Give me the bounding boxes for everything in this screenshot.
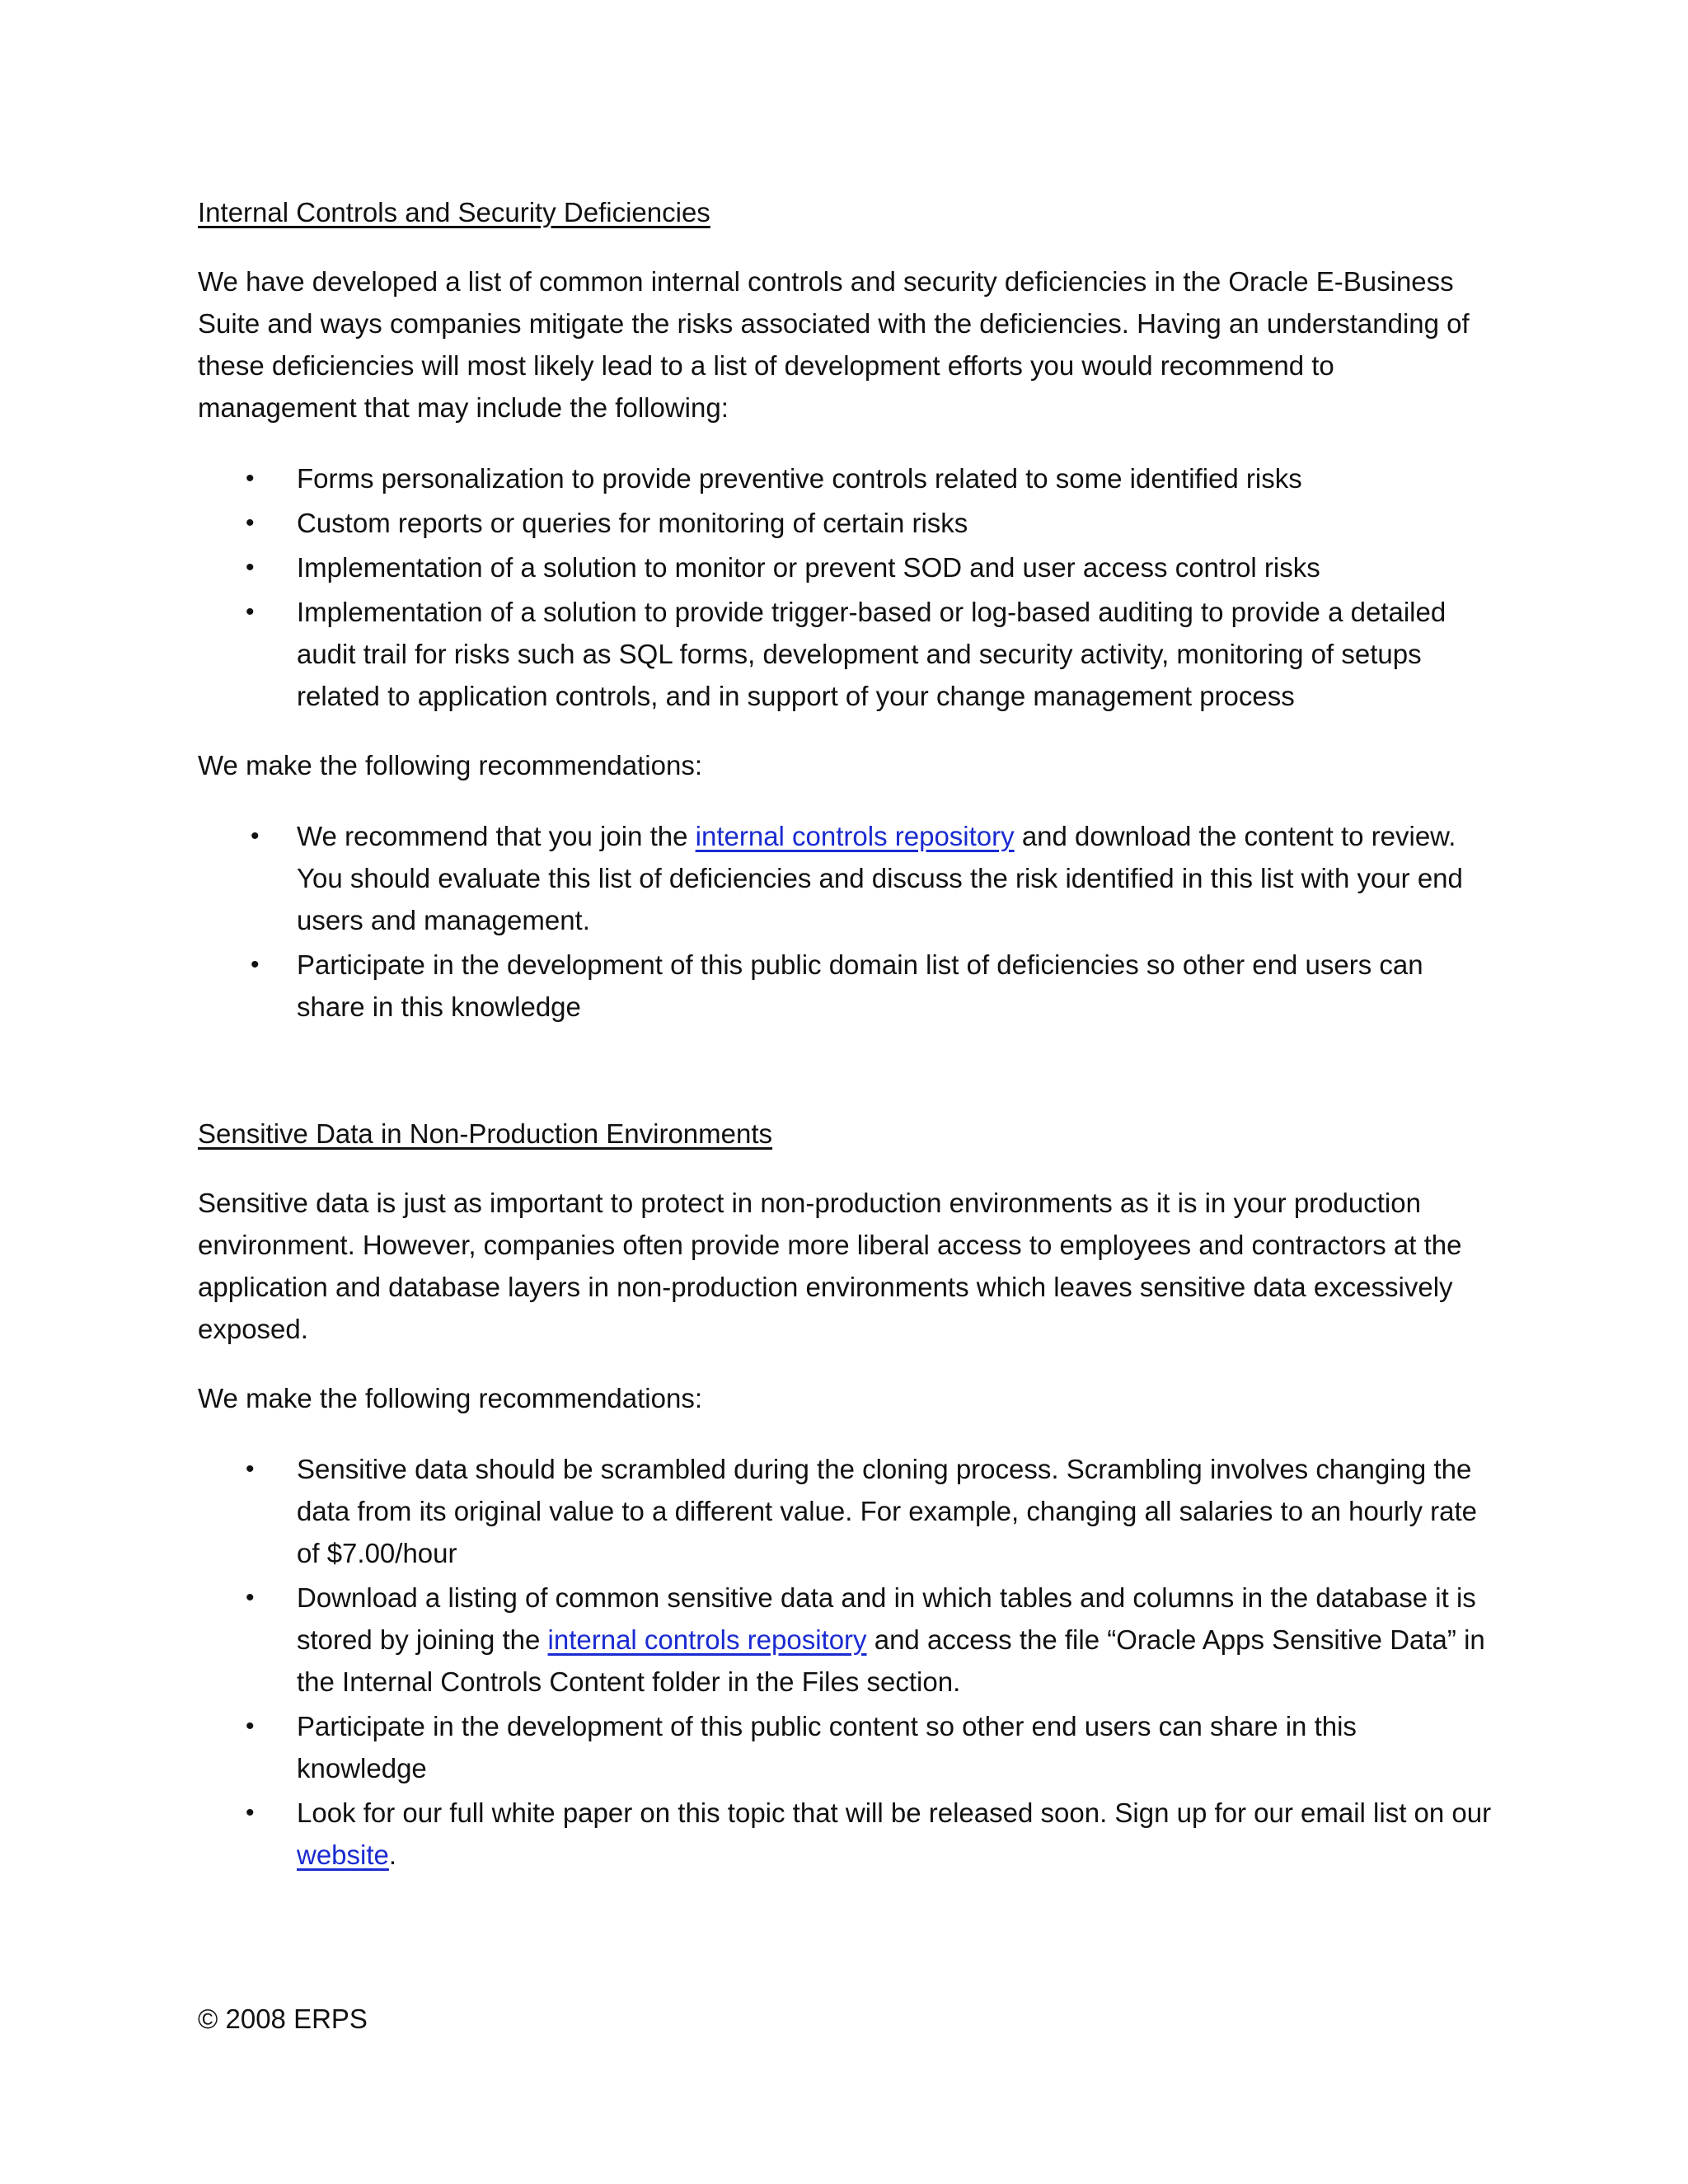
copyright-footer: © 2008 ERPS (198, 2004, 368, 2034)
section-intro-paragraph: We have developed a list of common internal controls and security deficiencies in the Oracle E-Business Suite and ways companies mitigate the risks associated with the deficiencies. Having an understanding of these deficiencies will most likely lead to a list of development efforts you would recommend to management that may include the following: (198, 266, 1470, 423)
section-spacer (198, 1030, 1492, 1113)
bullet-icon: • (246, 1455, 255, 1483)
bullet-icon: • (246, 509, 255, 537)
internal-controls-repository-link[interactable]: internal controls repository (695, 821, 1015, 851)
recommendations-intro: We make the following recommendations: (198, 750, 703, 780)
bullet-icon: • (246, 1799, 255, 1826)
bullet-icon: • (251, 823, 260, 850)
list-item (198, 591, 1492, 717)
list-item-text: Forms personalization to provide preventive controls related to some identified risks (297, 463, 1302, 494)
list-item-text: Sensitive data should be scrambled during the cloning process. Scrambling involves changing the data from its original value to a different value. For example, changing all salaries to an hourly rate of $7.00/hour (297, 1454, 1478, 1568)
bullet-icon: • (246, 465, 255, 492)
document-page (198, 191, 1492, 1878)
bullet-icon: • (246, 554, 255, 581)
bullet-icon: • (246, 598, 255, 626)
list-item (198, 1705, 1492, 1789)
list-item-text: Participate in the development of this public content so other end users can share in this knowledge (297, 1711, 1357, 1783)
list-item (198, 457, 1492, 499)
bullet-icon: • (246, 1713, 255, 1740)
list-item-text: Custom reports or queries for monitoring of certain risks (297, 508, 968, 538)
list-item (198, 546, 1492, 588)
website-link[interactable]: website (297, 1840, 389, 1870)
list-item (198, 1577, 1492, 1703)
section-heading-sensitive-data: Sensitive Data in Non-Production Environments (198, 1118, 773, 1149)
list-item-text: Implementation of a solution to provide trigger-based or log-based auditing to provide a detailed audit trail for risks such as SQL forms, development and security activity, monitoring of setups related to application controls, and in support of your change management process (297, 597, 1447, 711)
list-item-text: We recommend that you join the internal controls repository and download the content to review. You should evaluate this list of deficiencies and discuss the risk identified in this list with your end users and management. (297, 821, 1463, 935)
bullet-icon: • (251, 951, 260, 978)
recommendations-list (198, 815, 1492, 1028)
recommendations-intro: We make the following recommendations: (198, 1383, 703, 1413)
list-item (198, 944, 1492, 1028)
list-item (198, 1448, 1492, 1574)
list-item-text: Look for our full white paper on this topic that will be released soon. Sign up for our email list on our website. (297, 1797, 1492, 1870)
development-efforts-list (198, 457, 1492, 717)
bullet-icon: • (246, 1584, 255, 1611)
list-item (198, 815, 1492, 941)
list-item-text: Participate in the development of this public domain list of deficiencies so other end users can share in this knowledge (297, 949, 1423, 1022)
list-item-text: Download a listing of common sensitive data and in which tables and columns in the database it is stored by joining the internal controls repository and access the file “Oracle Apps Sensitive Data” in the Internal Controls Content folder in the Files section. (297, 1582, 1485, 1697)
section-intro-paragraph: Sensitive data is just as important to protect in non-production environments as it is in your production environment. However, companies often provide more liberal access to employees and contractors at the application and database layers in non-production environments which leaves sensitive data excessively exposed. (198, 1188, 1462, 1344)
sensitive-data-recommendations-list (198, 1448, 1492, 1876)
list-item-text: Implementation of a solution to monitor or prevent SOD and user access control risks (297, 552, 1320, 583)
list-item (198, 502, 1492, 544)
internal-controls-repository-link[interactable]: internal controls repository (547, 1624, 867, 1655)
list-item (198, 1792, 1492, 1876)
section-heading-internal-controls: Internal Controls and Security Deficiencies (198, 197, 710, 227)
